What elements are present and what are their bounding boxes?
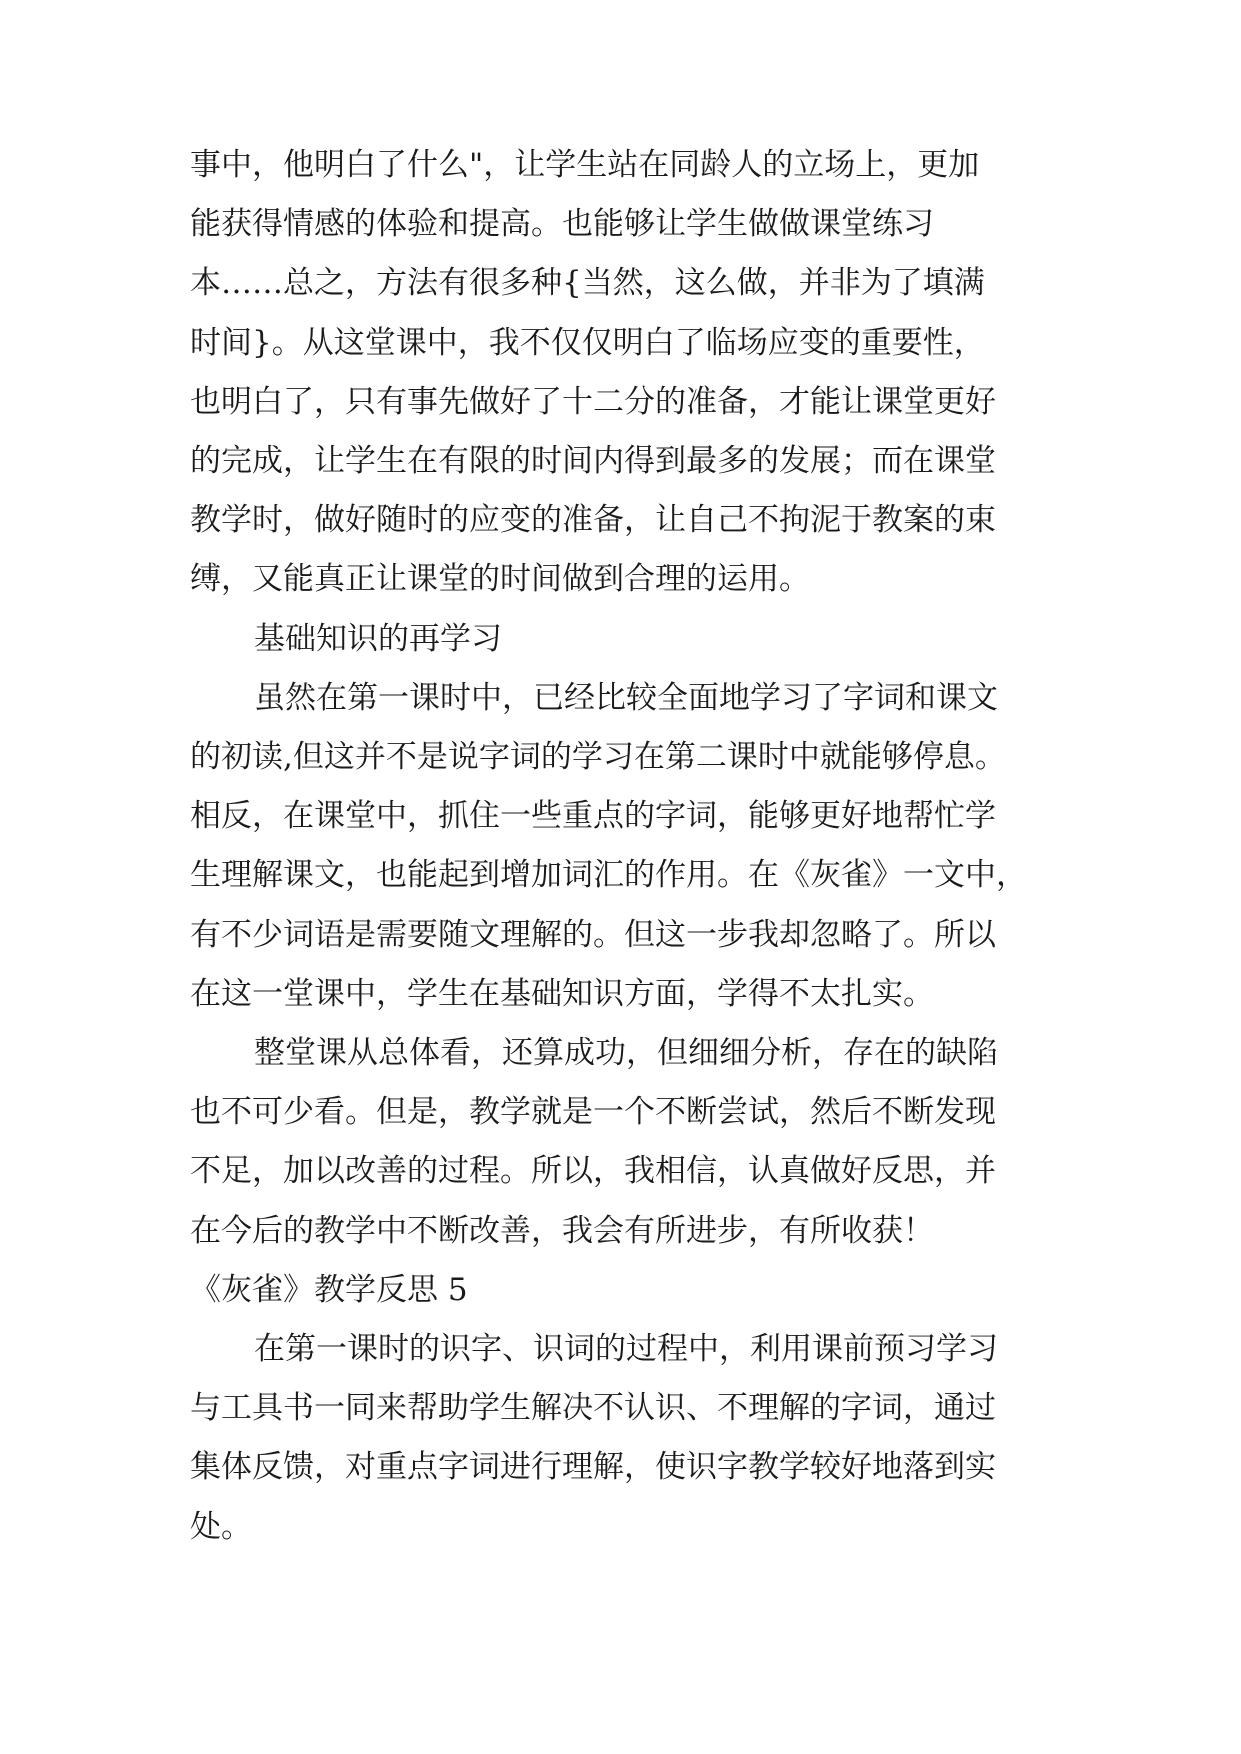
- paragraph-line: 与工具书一同来帮助学生解决不认识、不理解的字词，通过: [190, 1390, 996, 1426]
- paragraph-line: 整堂课从总体看，还算成功，但细细分析，存在的缺陷: [254, 1035, 998, 1071]
- paragraph-line: 事中，他明白了什么"，让学生站在同龄人的立场上，更加: [190, 147, 980, 183]
- paragraph-line: 教学时，做好随时的应变的准备，让自己不拘泥于教案的束: [190, 502, 996, 538]
- paragraph-line: 生理解课文，也能起到增加词汇的作用。在《灰雀》一文中，: [190, 857, 1027, 893]
- paragraph-line: 虽然在第一课时中，已经比较全面地学习了字词和课文: [254, 680, 998, 716]
- section-title: 《灰雀》教学反思 5: [190, 1272, 468, 1308]
- paragraph-line: 有不少词语是需要随文理解的。但这一步我却忽略了。所以: [190, 917, 996, 953]
- paragraph-line: 处。: [190, 1509, 252, 1545]
- paragraph-line: 缚，又能真正让课堂的时间做到合理的运用。: [190, 561, 810, 597]
- paragraph-line: 本……总之，方法有很多种{当然，这么做，并非为了填满: [190, 265, 985, 301]
- paragraph-line: 在这一堂课中，学生在基础知识方面，学得不太扎实。: [190, 976, 934, 1012]
- paragraph-line: 在第一课时的识字、识词的过程中，利用课前预习学习: [254, 1331, 998, 1367]
- paragraph-line: 集体反馈，对重点字词进行理解，使识字教学较好地落到实: [190, 1449, 996, 1485]
- paragraph-line: 也不可少看。但是，教学就是一个不断尝试，然后不断发现: [190, 1094, 996, 1130]
- section-subheading: 基础知识的再学习: [254, 621, 502, 657]
- paragraph-line: 不足，加以改善的过程。所以，我相信，认真做好反思，并: [190, 1153, 996, 1189]
- paragraph-line: 能获得情感的体验和提高。也能够让学生做做课堂练习: [190, 206, 934, 242]
- paragraph-line: 时间}。从这堂课中，我不仅仅明白了临场应变的重要性，: [190, 325, 985, 361]
- paragraph-line: 的初读,但这并不是说字词的学习在第二课时中就能够停息。: [190, 739, 1006, 775]
- paragraph-line: 相反，在课堂中，抓住一些重点的字词，能够更好地帮忙学: [190, 798, 996, 834]
- paragraph-line: 的完成，让学生在有限的时间内得到最多的发展；而在课堂: [190, 443, 996, 479]
- paragraph-line: 也明白了，只有事先做好了十二分的准备，才能让课堂更好: [190, 384, 996, 420]
- paragraph-line: 在今后的教学中不断改善，我会有所进步，有所收获！: [190, 1213, 934, 1249]
